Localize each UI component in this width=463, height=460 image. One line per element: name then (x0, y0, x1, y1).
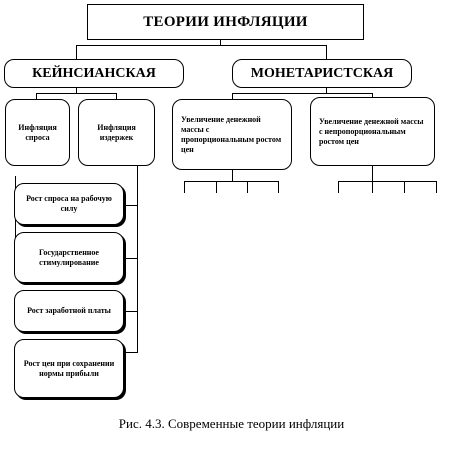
demand-inflation-label: Инфляция спроса (18, 122, 57, 142)
monetarist-label: МОНЕТАРИСТСКАЯ (250, 65, 394, 81)
factor-price-growth-box (14, 339, 124, 398)
title-box (87, 4, 364, 40)
mon2-rake (338, 181, 436, 182)
factor-wage-growth-box (14, 290, 124, 332)
mon2-tooth-4 (436, 181, 437, 193)
monetarist-nonproportional-label: Увеличение денежной массы с непропорциональным ростом цен (319, 116, 424, 146)
connector-cost-spine (137, 166, 138, 352)
mon1-tooth-3 (247, 181, 248, 193)
monetarist-proportional-box (172, 99, 292, 170)
factor-state-stimulus-label: Государственное стимулирование (39, 247, 99, 267)
figure-caption: Рис. 4.3. Современные теории инфляции (118, 416, 345, 431)
factor-wage-growth-label: Рост заработной платы (27, 306, 111, 315)
connector-factor-3 (124, 311, 138, 312)
factor-labor-demand-label: Рост спроса на рабочую силу (26, 194, 112, 213)
factor-price-growth-label: Рост цен при сохранении нормы прибыли (23, 358, 115, 378)
connector-factor-2 (124, 258, 138, 259)
mon2-tooth-3 (404, 181, 405, 193)
mon1-tooth-4 (278, 181, 279, 193)
connector-mon-bus (232, 93, 372, 94)
connector-keynes-bus (36, 93, 116, 94)
demand-inflation-box (5, 99, 70, 166)
monetarist-proportional-label: Увеличение денежной массы с пропорциональным ростом цен (181, 114, 282, 154)
mon1-rake (184, 181, 278, 182)
cost-inflation-label: Инфляция издержек (97, 122, 136, 142)
connector-factor-1 (124, 205, 138, 206)
factor-state-stimulus-box (14, 232, 124, 283)
mon2-stem (372, 166, 373, 182)
keynesian-label: КЕЙНСИАНСКАЯ (32, 65, 156, 81)
monetarist-nonproportional-box (310, 97, 435, 166)
mon1-tooth-2 (216, 181, 217, 193)
mon2-tooth-2 (372, 181, 373, 193)
mon1-tooth-1 (184, 181, 185, 193)
connector-to-keynesian (76, 45, 77, 59)
factor-labor-demand-box (14, 183, 124, 225)
diagram-title: ТЕОРИИ ИНФЛЯЦИИ (143, 13, 308, 30)
connector-factor-4 (124, 352, 138, 353)
keynesian-box (4, 59, 184, 88)
connector-to-monetarist (326, 45, 327, 59)
monetarist-box (232, 59, 412, 88)
connector-title-bus (76, 45, 326, 46)
cost-inflation-box (78, 99, 155, 166)
mon2-tooth-1 (338, 181, 339, 193)
